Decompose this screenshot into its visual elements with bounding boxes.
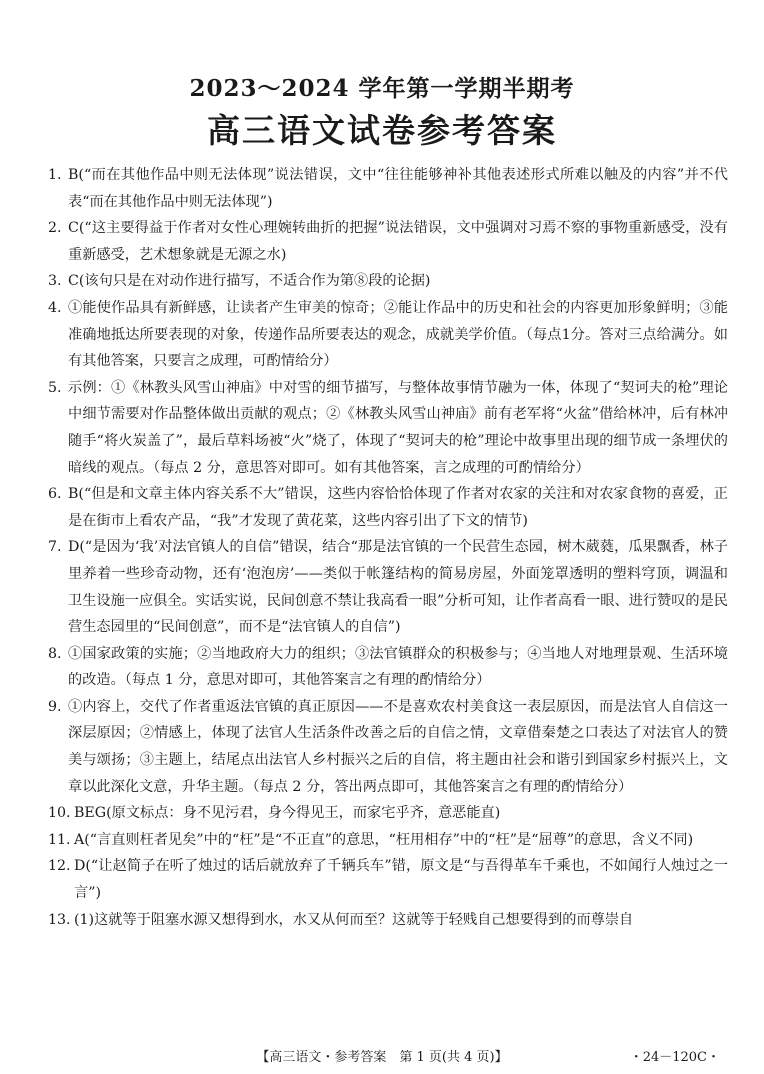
footer-page-info: 【高三语文・参考答案 第 1 页(共 4 页)】 xyxy=(256,1050,508,1065)
answer-text: ①能使作品具有新鲜感，让读者产生审美的惊奇；②能让作品中的历史和社会的内容更加形象鲜明；③能准确地抵达所要表现的对象，传递作品所要表达的观念，成就美学价值。（每点1分。答对三点给满分。如有其他答案，只要言之成理，可酌情给分） xyxy=(68,299,728,370)
answer-item xyxy=(48,268,728,295)
answer-item xyxy=(48,853,728,906)
exam-term-title: 2023～2024 学年第一学期半期考 xyxy=(189,75,575,102)
answer-number: 11. xyxy=(48,831,71,848)
answer-text: (1)这就等于阻塞水源又想得到水，水又从何而至？这就等于轻贱自己想要得到的而尊崇自 xyxy=(74,911,634,928)
answer-item xyxy=(48,907,728,934)
answer-item xyxy=(48,827,728,854)
answer-item xyxy=(48,694,728,800)
answer-number: 6. xyxy=(48,486,62,503)
answer-list xyxy=(48,162,728,933)
answer-number: 2. xyxy=(48,220,62,237)
answer-text: A(“言直则枉者见矣”中的“枉”是“不正直”的意思，“枉用相存”中的“枉”是“屈尊”的意思，含义不同) xyxy=(74,831,694,848)
page-title: 高三语文试卷参考答案 xyxy=(207,111,557,150)
answer-number: 12. xyxy=(48,858,71,875)
answer-number: 8. xyxy=(48,645,62,662)
footer-paper-code: ・24－120C・ xyxy=(629,1050,720,1065)
answer-text: D(“是因为‘我’对法官镇人的自信”错误，结合“那是法官镇的一个民营生态园，树木葳蕤，瓜果飘香，林子里养着一些珍奇动物，还有‘泡泡房’——类似于帐篷结构的简易房屋，外面笼罩透明的塑料穹顶，调温和卫生设施一应俱全。实话实说，民间创意不禁让我高看一眼”分析可知，让作者高看一眼、进行赞叹的是民营生态园里的“民间创意”，而不是“法官镇人的自信”) xyxy=(68,539,728,636)
answer-number: 5. xyxy=(48,379,62,396)
answer-item xyxy=(48,641,728,694)
answer-number: 10. xyxy=(48,805,71,822)
answer-number: 3. xyxy=(48,273,62,290)
answer-number: 1. xyxy=(48,167,62,183)
answer-text: D(“让赵简子在听了烛过的话后就放弃了千辆兵车”错，原文是“与吾得革车千乘也，不如闻行人烛过之一言”) xyxy=(74,858,728,902)
answer-text: ①国家政策的实施；②当地政府大力的组织；③法官镇群众的积极参与；④当地人对地理景观、生活环境的改造。（每点 1 分，意思对即可，其他答案言之有理的酌情给分） xyxy=(68,645,728,689)
answer-item xyxy=(48,800,728,827)
answer-item xyxy=(48,215,728,268)
answer-item xyxy=(48,534,728,640)
answer-item xyxy=(48,162,728,215)
answer-text: C(“这主要得益于作者对女性心理婉转曲折的把握”说法错误，文中强调对习焉不察的事物重新感受，没有重新感受，艺术想象就是无源之水) xyxy=(68,220,728,263)
answer-text: C(该句只是在对动作进行描写，不适合作为第⑧段的论据) xyxy=(68,273,431,290)
answer-number: 4. xyxy=(48,299,62,316)
answer-item xyxy=(48,481,728,534)
answer-text: B(“但是和文章主体内容关系不大”错误，这些内容恰恰体现了作者对农家的关注和对农家食物的喜爱，正是在街市上看农产品，“我”才发现了黄花菜，这些内容引出了下文的情节) xyxy=(68,486,728,529)
answer-item xyxy=(48,375,728,481)
answer-number: 7. xyxy=(48,539,62,556)
answer-number: 13. xyxy=(48,911,71,928)
answer-text: BEG(原文标点：身不见污君，身今得见王，而家宅乎齐，意恶能直) xyxy=(74,805,501,822)
answer-text: 示例：①《林教头风雪山神庙》中对雪的细节描写，与整体故事情节融为一体，体现了“契诃夫的枪”理论中细节需要对作品整体做出贡献的观点；②《林教头风雪山神庙》前有老军将“火盆”借给林冲，后有林冲随手“将火炭盖了”，最后草料场被“火”烧了，体现了“契诃夫的枪”理论中故事里出现的细节成一条埋伏的暗线的观点。（每点 2 分，意思答对即可。如有其他答案，言之成理的可酌情给分） xyxy=(68,379,728,476)
answer-text: ①内容上，交代了作者重返法官镇的真正原因——不是喜欢农村美食这一表层原因，而是法官人自信这一深层原因；②情感上，体现了法官人生活条件改善之后的自信之情，文章借秦楚之口表达了对法官人的赞美与颂扬；③主题上，结尾点出法官人乡村振兴之后的自信，将主题由社会和谐引到国家乡村振兴上，文章以此深化文意，升华主题。（每点 2 分，答出两点即可，其他答案言之有理的酌情给分） xyxy=(68,698,728,795)
answer-text: B(“而在其他作品中则无法体现”说法错误，文中“往往能够神补其他表述形式所难以触及的内容”并不代表“而在其他作品中则无法体现”) xyxy=(68,167,728,210)
answer-item xyxy=(48,295,728,375)
answer-number: 9. xyxy=(48,698,62,715)
